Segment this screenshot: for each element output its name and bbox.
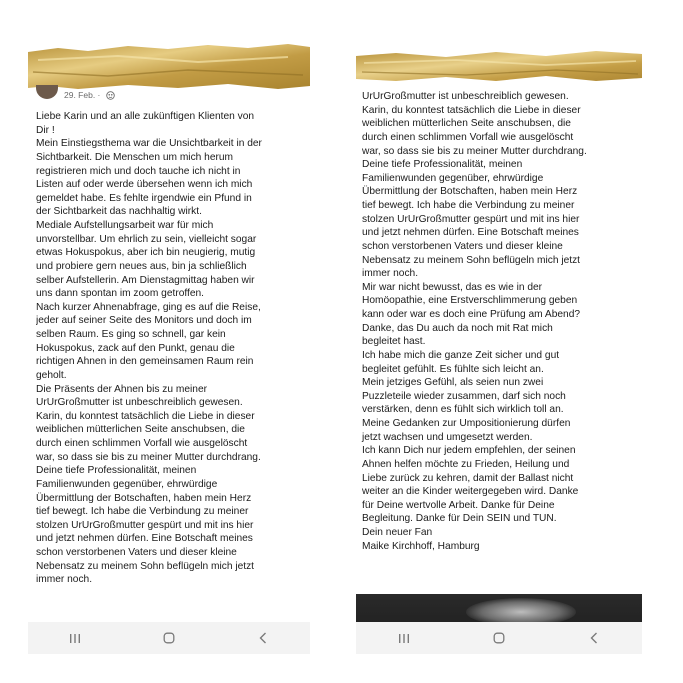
back-icon — [589, 632, 599, 644]
text-line: unvorstellbar. Um ehrlich zu sein, vielleicht sogar — [36, 233, 257, 245]
text-line: Mediale Aufstellungsarbeit war für mich — [36, 220, 214, 231]
text-line: Nach kurzer Ahnenabfrage, ging es auf die Reise, — [36, 301, 261, 313]
home-button[interactable] — [479, 626, 519, 650]
text-line: geholt. — [36, 369, 67, 381]
back-button[interactable] — [243, 626, 283, 650]
text-line: uns dann spontan im zoom getroffen. — [36, 288, 205, 300]
testimonial-text-left — [36, 110, 308, 654]
text-line: Nebensatz zu meinem Sohn beflügeln mich jetzt — [36, 560, 255, 572]
text-line: verstärken, denn es fühlt sich wirklich toll an. — [362, 404, 564, 416]
left-screenshot — [28, 42, 310, 654]
text-line: Hokuspokus, zack auf den Punkt, genau die — [36, 342, 235, 354]
back-button[interactable] — [574, 626, 614, 650]
text-line: UrUrGroßmutter ist unbeschreiblich gewesen. — [362, 91, 569, 102]
home-button[interactable] — [149, 626, 189, 650]
text-line: Deine tiefe Professionalität, meinen — [362, 159, 523, 171]
text-line: war, so dass sie bis zu meiner Mutter durchdrang. — [36, 451, 261, 463]
gold-brush-banner — [356, 48, 642, 84]
text-line: und jetzt nehmen dürfen. Eine Botschaft meines — [362, 227, 579, 239]
text-line: Übermittlung der Botschaften, haben mein Herz — [36, 492, 252, 504]
recents-button[interactable] — [384, 626, 424, 650]
text-line: Dir ! — [36, 124, 55, 136]
avatar[interactable] — [36, 85, 58, 99]
text-line: Listen auf oder werde übersehen wenn ich mich — [36, 179, 253, 191]
testimonial-text-right — [362, 90, 640, 553]
text-line: Danke, das Du auch da noch mit Rat mich — [362, 322, 553, 334]
text-line: begleitet gefühlt. Es fühlte sich leicht an. — [362, 363, 544, 375]
text-line: durch einen schlimmen Vorfall wie ausgelöscht — [362, 131, 574, 143]
text-line: jeder auf seiner Seite des Monitors und doch im — [36, 315, 252, 327]
text-line: Übermittlung der Botschaften, haben mein Herz — [362, 186, 578, 198]
text-line: Meine Gedanken zur Umpositionierung dürfen — [362, 418, 571, 429]
text-line: immer noch. — [362, 268, 419, 280]
recents-icon — [398, 633, 410, 644]
text-line: Nebensatz zu meinem Sohn beflügeln mich jetzt — [362, 254, 581, 266]
text-line: tief bewegt. Ich habe die Verbindung zu meiner — [362, 200, 575, 211]
text-line: weiter an die Kinder weitergegeben wird. Danke — [362, 486, 579, 498]
recents-icon — [69, 633, 81, 644]
text-line: registrieren mich und doch tauche ich nicht in — [36, 165, 241, 177]
text-line: schon verstorbenen Vaters und dieser kleine — [362, 240, 563, 252]
text-line: immer noch. — [36, 574, 93, 586]
text-line: jetzt wachsen und umgesetzt werden. — [362, 431, 533, 443]
text-line: Puzzleteile wieder zusammen, darf sich noch — [362, 390, 566, 402]
text-line: Karin, du konntest tatsächlich die Liebe in dieser — [362, 104, 581, 116]
text-line: richtigen Ahnen in den gemeinsamen Raum rein — [36, 356, 254, 368]
text-line: Deine tiefe Professionalität, meinen — [36, 465, 197, 477]
post-meta — [36, 86, 115, 104]
text-line: schon verstorbenen Vaters und dieser kleine — [36, 547, 237, 558]
text-line: Liebe zurück zu kehren, damit der Ballast nicht — [362, 472, 574, 484]
text-line: Mein jetziges Gefühl, als seien nun zwei — [362, 377, 544, 389]
text-line: weiblichen mütterlichen Seite anschubsen, die — [36, 424, 245, 436]
text-line: selber Aufstellerin. Am Dienstagmittag haben wir — [36, 274, 255, 286]
text-line: tief bewegt. Ich habe die Verbindung zu meiner — [36, 506, 249, 518]
text-line: war, so dass sie bis zu meiner Mutter durchdrang. — [362, 145, 587, 157]
text-line: Dein neuer Fan — [362, 527, 433, 538]
text-line: begleitet hast. — [362, 336, 426, 348]
home-icon — [163, 632, 175, 644]
text-line: Die Präsents der Ahnen bis zu meiner — [36, 383, 208, 395]
text-line: Homöopathie, eine Erstverschlimmerung geben — [362, 295, 578, 307]
text-line: Familienwunden gegenüber, ehrwürdige — [362, 172, 544, 184]
text-line: weiblichen mütterlichen Seite anschubsen, die — [362, 118, 571, 130]
text-line: Karin, du konntest tatsächlich die Liebe in dieser — [36, 410, 255, 422]
globe-icon — [106, 91, 115, 100]
text-line: der Sichtbarkeit das nachhaltig wirkt. — [36, 206, 202, 218]
text-line: Begleitung. Danke für Dein SEIN und TUN. — [362, 513, 557, 525]
text-line: Ich habe mich die ganze Zeit sicher und gut — [362, 349, 560, 361]
home-icon — [493, 632, 505, 644]
text-line: stolzen UrUrGroßmutter gespürt und mit ins hier — [36, 519, 254, 531]
text-line: Mir war nicht bewusst, das es wie in der — [362, 281, 543, 293]
text-line: und probiere gern neues aus, bin ja schließlich — [36, 260, 247, 272]
text-line: und jetzt nehmen dürfen. Eine Botschaft meines — [36, 533, 253, 545]
recents-button[interactable] — [55, 626, 95, 650]
text-line: Mein Einstiegsthema war die Unsichtbarkeit in der — [36, 138, 262, 150]
text-line: Maike Kirchhoff, Hamburg — [362, 540, 480, 552]
text-line: UrUrGroßmutter ist unbeschreiblich gewesen. — [36, 397, 243, 409]
text-line: Familienwunden gegenüber, ehrwürdige — [36, 478, 218, 490]
text-line: gemeldet habe. Es fehlte irgendwie ein Pfund in — [36, 192, 252, 204]
text-line: Ich kann Dich nur jedem empfehlen, der seinen — [362, 445, 576, 457]
text-line: Liebe Karin und an alle zukünftigen Klienten von — [36, 111, 255, 122]
post-date: 29. Feb. · — [64, 90, 101, 100]
back-icon — [258, 632, 268, 644]
text-line: stolzen UrUrGroßmutter gespürt und mit ins hier — [362, 213, 580, 225]
right-screenshot — [356, 42, 642, 654]
text-line: für Deine wertvolle Arbeit. Danke für Deine — [362, 499, 555, 511]
text-line: kann oder war es doch eine Prüfung am Abend? — [362, 309, 581, 320]
text-line: Ahnen helfen möchte zu Frieden, Heilung und — [362, 458, 570, 470]
android-nav-bar — [356, 622, 642, 654]
text-line: durch einen schlimmen Vorfall wie ausgelöscht — [36, 438, 248, 449]
android-nav-bar — [28, 622, 310, 654]
text-line: Sichtbarkeit. Die Menschen um mich herum — [36, 151, 234, 163]
text-line: etwas Hokuspokus, aber ich bin neugierig, mutig — [36, 247, 256, 259]
text-line: selben Raum. Es ging so schnell, gar kein — [36, 329, 226, 340]
gold-brush-banner — [28, 42, 310, 92]
